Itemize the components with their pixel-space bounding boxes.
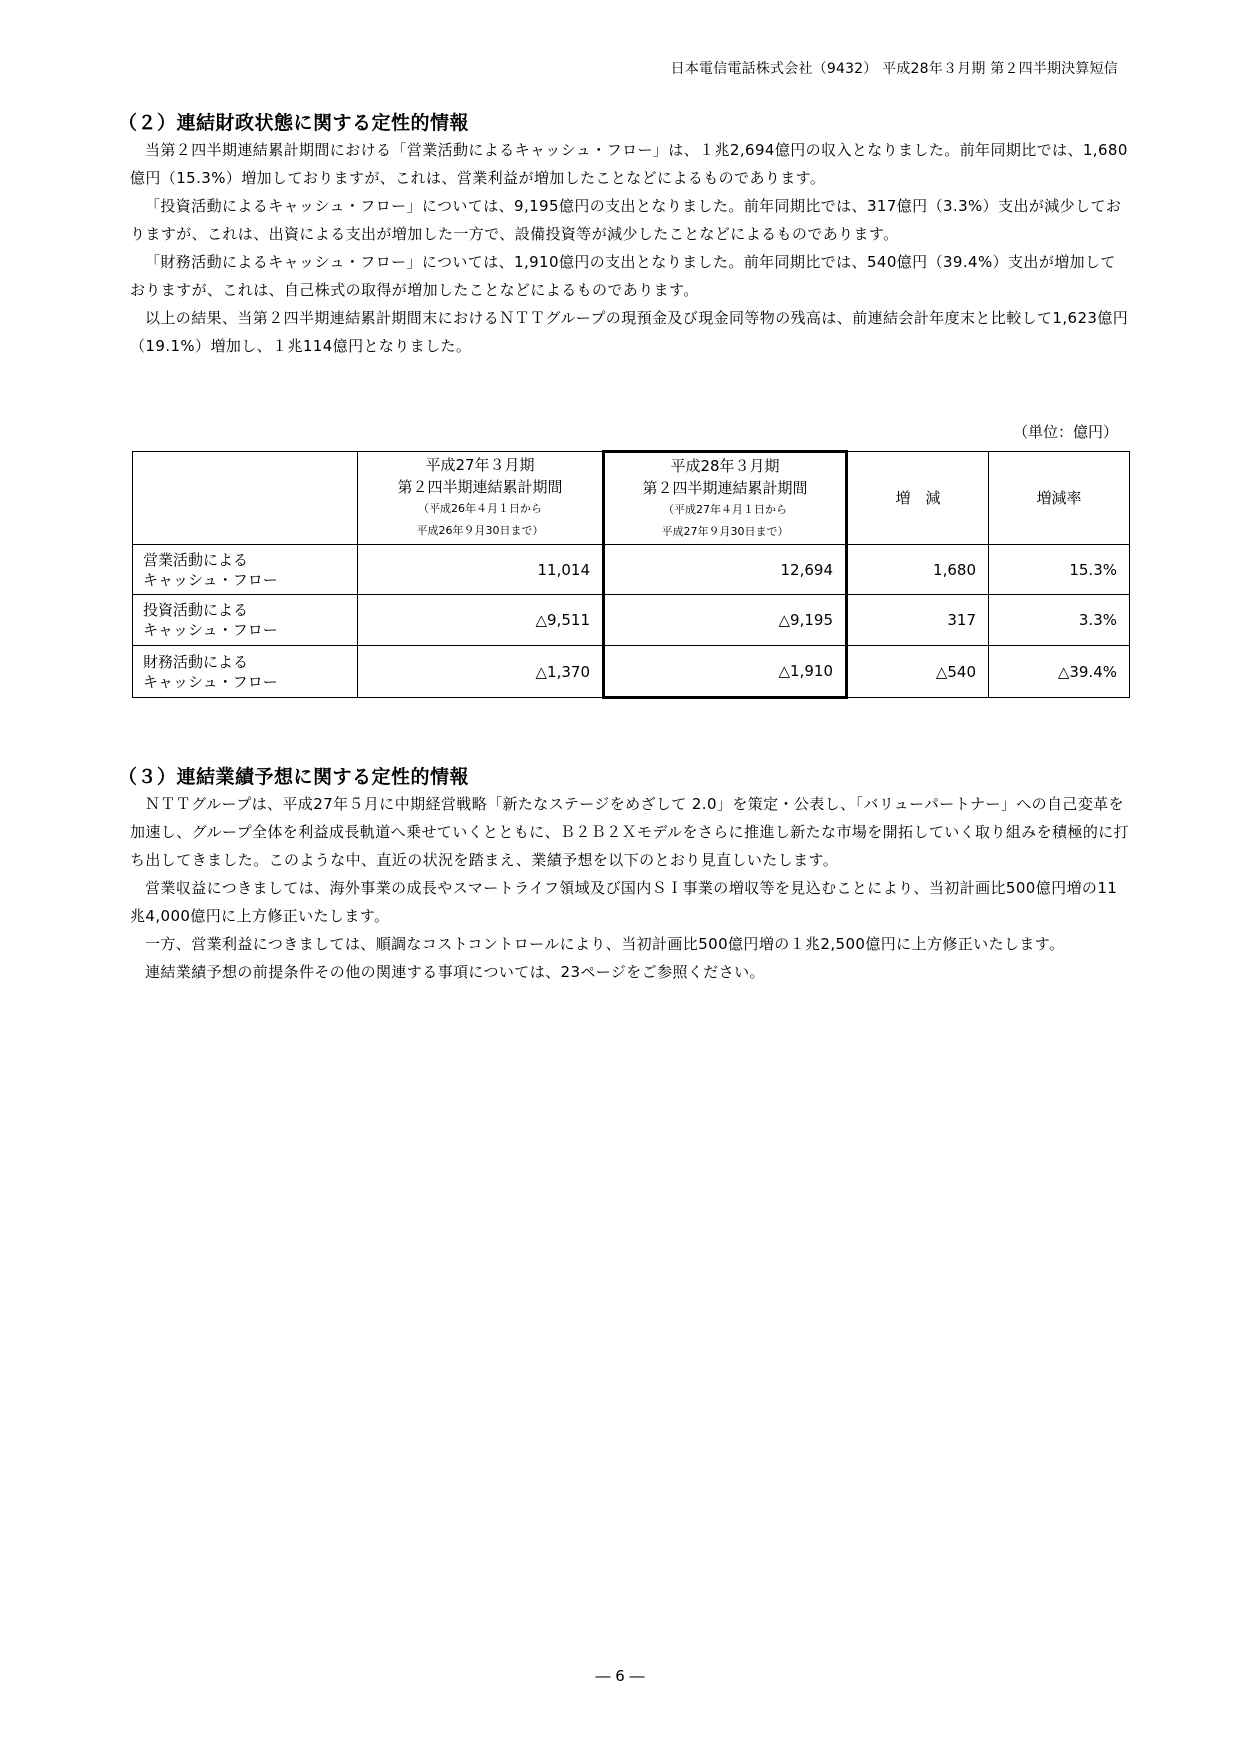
curr-value: 12,694	[604, 545, 847, 595]
curr-value: △9,195	[604, 595, 847, 646]
section-3-body	[130, 790, 1130, 986]
header-empty-cell	[133, 452, 358, 545]
table-row	[133, 545, 1130, 595]
header-prev-period: 平成27年３月期 第２四半期連結累計期間 （平成26年４月１日から 平成26年９月30日まで）	[358, 452, 604, 545]
prev-value: 11,014	[358, 545, 604, 595]
paragraph: 一方、営業利益につきましては、順調なコストコントロールにより、当初計画比500億円増の１兆2,500億円に上方修正いたします。	[145, 935, 1065, 953]
row-label: 投資活動による キャッシュ・フロー	[133, 595, 358, 646]
change-value: △540	[847, 646, 989, 698]
paragraph: 「財務活動によるキャッシュ・フロー」については、1,910億円の支出となりました。前年同期比では、540億円（39.4%）支出が増加しておりますが、これは、自己株式の取得が増加したことなどによるものであります。	[130, 253, 1116, 299]
header-change: 増 減	[847, 452, 989, 545]
header-change-rate: 増減率	[989, 452, 1130, 545]
curr-value: △1,910	[604, 646, 847, 698]
paragraph: 以上の結果、当第２四半期連結累計期間末におけるＮＴＴグループの現預金及び現金同等物の残高は、前連結会計年度末と比較して1,623億円（19.1%）増加し、１兆114億円となりました。	[130, 309, 1129, 355]
paragraph: 連結業績予想の前提条件その他の関連する事項については、23ページをご参照ください。	[145, 963, 765, 981]
rate-value: 15.3%	[989, 545, 1130, 595]
paragraph: 「投資活動によるキャッシュ・フロー」については、9,195億円の支出となりました。前年同期比では、317億円（3.3%）支出が減少しておりますが、これは、出資による支出が増加した一方で、設備投資等が減少したことなどによるものであります。	[130, 197, 1122, 243]
change-value: 1,680	[847, 545, 989, 595]
prev-value: △9,511	[358, 595, 604, 646]
row-label: 財務活動による キャッシュ・フロー	[133, 646, 358, 698]
section-3-title: （３）連結業績予想に関する定性的情報	[118, 766, 470, 788]
change-value: 317	[847, 595, 989, 646]
rate-value: △39.4%	[989, 646, 1130, 698]
page-number: ― 6 ―	[595, 1667, 645, 1685]
table-row	[133, 646, 1130, 698]
rate-value: 3.3%	[989, 595, 1130, 646]
table-row	[133, 595, 1130, 646]
paragraph: 営業収益につきましては、海外事業の成長やスマートライフ領域及び国内ＳＩ事業の増収等を見込むことにより、当初計画比500億円増の11兆4,000億円に上方修正いたします。	[130, 879, 1118, 925]
paragraph: ＮＴＴグループは、平成27年５月に中期経営戦略「新たなステージをめざして 2.0」を策定・公表し、「バリューパートナー」への自己変革を加速し、グループ全体を利益成長軌道へ乗せていくとともに、Ｂ２Ｂ２Ｘモデルをさらに推進し新たな市場を開拓していく取り組みを積極的に打ち出してきました。このような中、直近の状況を踏まえ、業績予想を以下のとおり見直しいたします。	[130, 795, 1130, 869]
section-2-body	[130, 136, 1130, 360]
row-label: 営業活動による キャッシュ・フロー	[133, 545, 358, 595]
document-header: 日本電信電話株式会社（9432） 平成28年３月期 第２四半期決算短信	[670, 61, 1118, 77]
prev-value: △1,370	[358, 646, 604, 698]
cash-flow-table	[132, 450, 1130, 699]
table-header-row	[133, 452, 1130, 545]
section-2-title: （２）連結財政状態に関する定性的情報	[118, 112, 470, 134]
unit-label: （単位：億円）	[1012, 423, 1118, 441]
header-current-period: 平成28年３月期 第２四半期連結累計期間 （平成27年４月１日から 平成27年９月30日まで）	[604, 452, 847, 545]
paragraph: 当第２四半期連結累計期間における「営業活動によるキャッシュ・フロー」は、１兆2,694億円の収入となりました。前年同期比では、1,680億円（15.3%）増加しておりますが、これは、営業利益が増加したことなどによるものであります。	[130, 141, 1128, 187]
